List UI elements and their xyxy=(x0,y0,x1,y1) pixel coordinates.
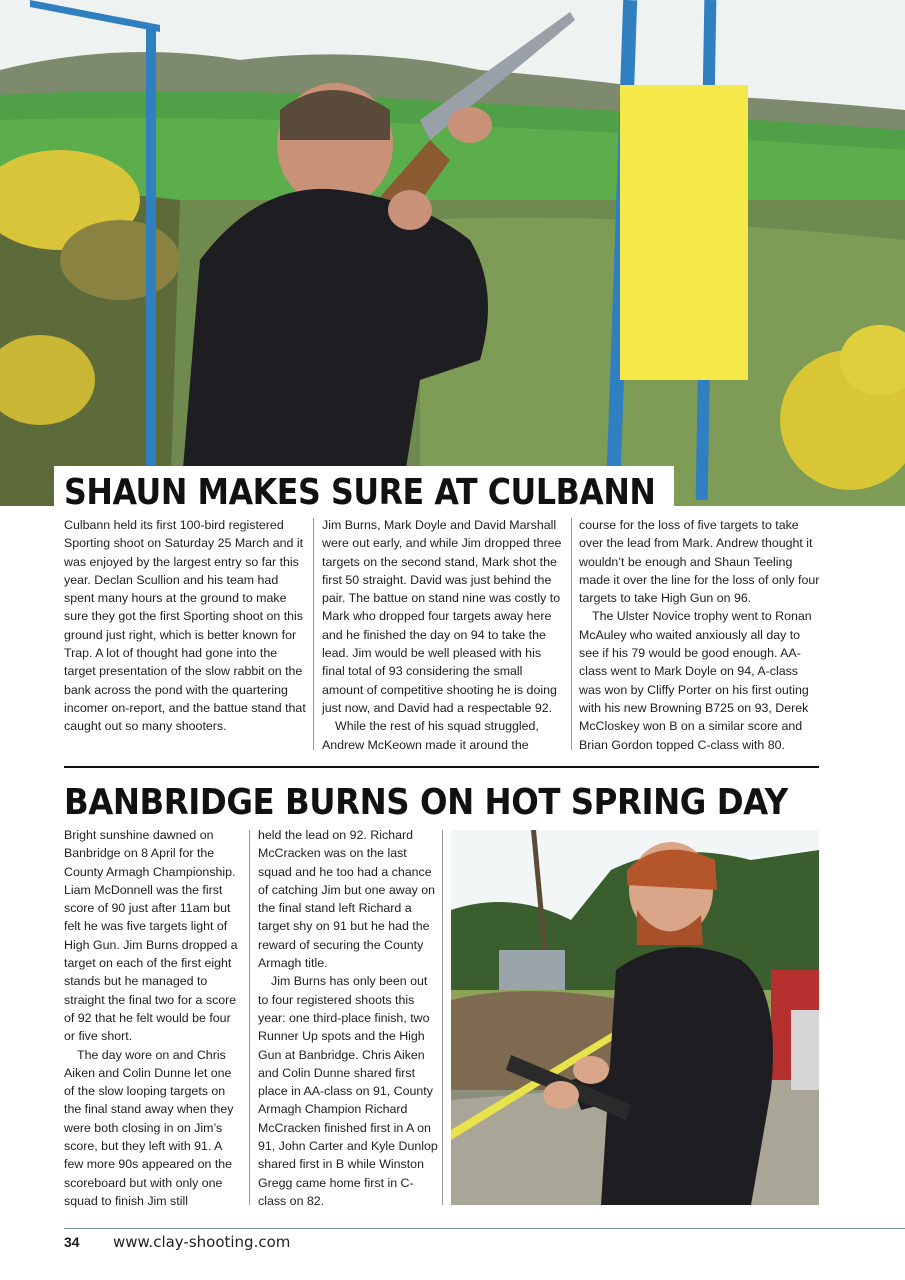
paragraph: Culbann held its first 100-bird registered Sporting shoot on Saturday 25 March and it was enjoyed by the largest entry so far this year. Declan Scullion and his team had spent many hours at the ground to make sure they got the first Sporting shoot on this ground just right, which is better known for Trap. A lot of thought had gone into the target presentation of the slow rabbit on the bank across the pond with the quartering incomer on-report, and the battue stand that caught out so many shooters. xyxy=(64,518,306,734)
article2-column-1 xyxy=(64,826,244,1210)
article1-column-2 xyxy=(322,516,564,754)
article2-column-2 xyxy=(258,826,438,1210)
paragraph: held the lead on 92. Richard McCracken was on the last squad and he too had a chance of catching Jim but one away on the final stand left Richard a target shy on 91 but he had the reward of securing the County Armagh title. xyxy=(258,828,436,971)
paragraph: The day wore on and Chris Aiken and Colin Dunne let one of the slow looping targets on the final stand away when they were both closing in on Jim’s score, but they left with 91. A few more 90s appeared on the scoreboard but with only one squad to finish Jim still xyxy=(64,1047,234,1208)
website-link[interactable]: www.clay-shooting.com xyxy=(113,1233,291,1251)
paragraph: Jim Burns, Mark Doyle and David Marshall were out early, and while Jim dropped three targets on the second stand, Mark shot the first 50 straight. David was just behind the pair. The battue on stand nine was costly to Mark who dropped four targets away here and he finished the day on 94 to take the lead. Jim would be well pleased with his final total of 93 considering the small amount of competitive shooting he is doing just now, and David had a respectable 92. xyxy=(322,518,562,715)
column-divider xyxy=(442,830,443,1205)
photo-scorer-banbridge xyxy=(451,830,819,1205)
headline-banbridge: BANBRIDGE BURNS ON HOT SPRING DAY xyxy=(64,782,788,823)
page-number: 34 xyxy=(64,1234,80,1250)
column-divider xyxy=(313,518,314,750)
paragraph: While the rest of his squad struggled, Andrew McKeown made it around the xyxy=(322,719,539,752)
paragraph: The Ulster Novice trophy went to Ronan McAuley who waited anxiously all day to see if his 79 would be good enough. AA-class went to Mark Doyle on 94, A-class was won by Cliffy Porter on his first outing with his new Browning B725 on 93, Derek McCloskey won B on a similar score and Brian Gordon topped C-class with 80. xyxy=(579,609,812,752)
paragraph: course for the loss of five targets to take over the lead from Mark. Andrew thought it wouldn’t be enough and Shaun Teeling made it over the line for the loss of only four targets to take High Gun on 96. xyxy=(579,518,820,606)
column-divider xyxy=(571,518,572,750)
section-divider xyxy=(64,766,819,768)
paragraph: Bright sunshine dawned on Banbridge on 8 April for the County Armagh Championship. Liam McDonnell was the first score of 90 just after 11am but felt he was five targets light of High Gun. Jim Burns dropped a target on each of the first eight stands but he managed to straight the final two for a score of 92 that he felt would be four or five short. xyxy=(64,828,238,1044)
article1-column-3 xyxy=(579,516,821,754)
photo-shooter-culbann xyxy=(0,0,905,506)
headline-culbann: SHAUN MAKES SURE AT CULBANN xyxy=(64,472,656,513)
article1-column-1 xyxy=(64,516,306,736)
footer-rule xyxy=(64,1228,905,1229)
paragraph: Jim Burns has only been out to four registered shoots this year: one third-place finish, two Runner Up spots and the High Gun at Banbridge. Chris Aiken and Colin Dunne shared first place in AA-class on 91, County Armagh Champion Richard McCracken finished first in A on 91, John Carter and Kyle Dunlop shared first in B while Winston Gregg came home first in C-class on 82. xyxy=(258,974,438,1208)
column-divider xyxy=(249,830,250,1205)
